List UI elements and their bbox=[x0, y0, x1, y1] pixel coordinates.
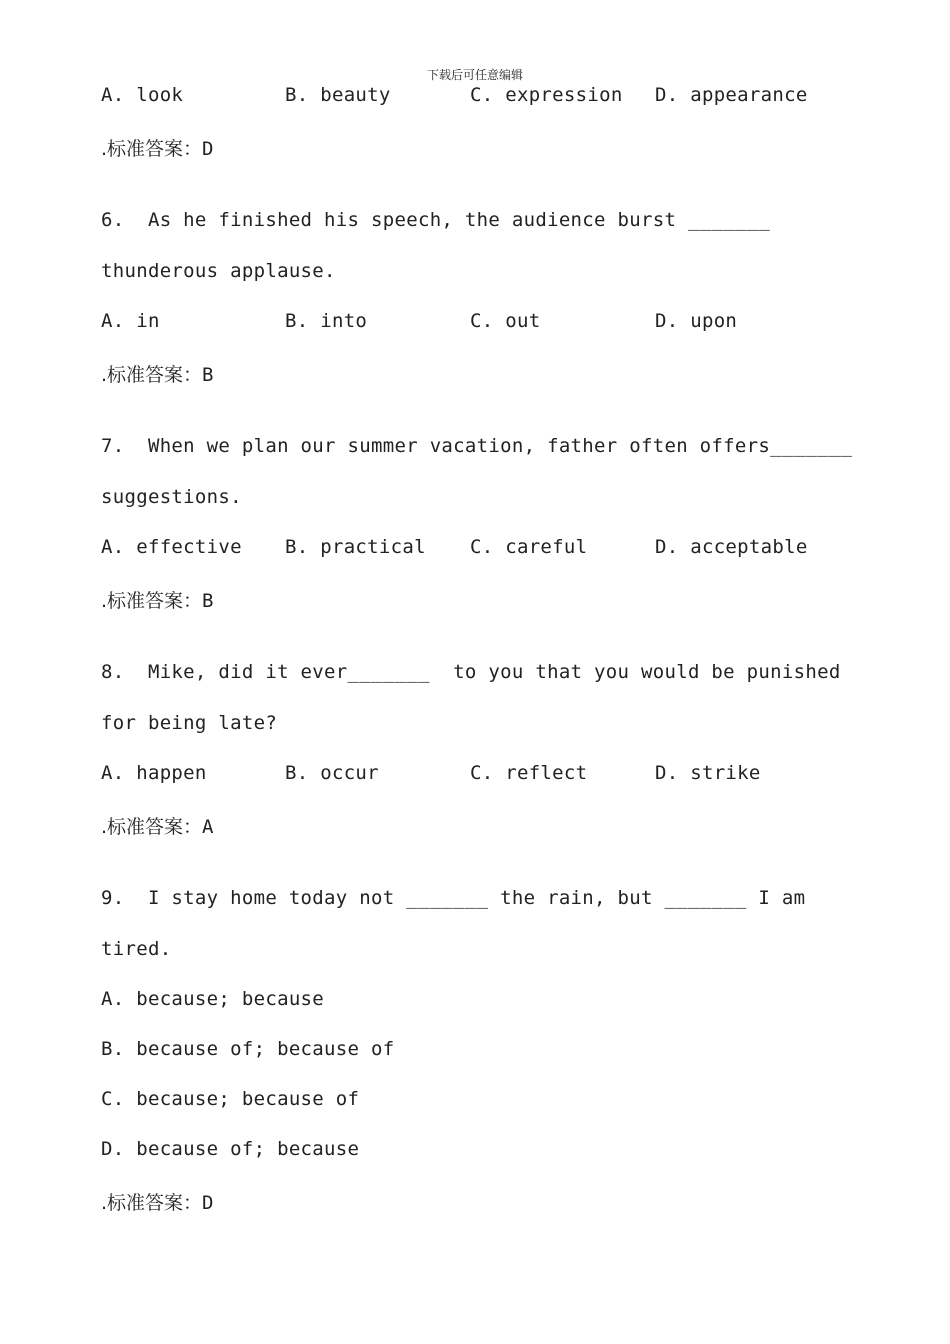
answer-label: .标准答案： bbox=[101, 1192, 203, 1214]
answer-value: A bbox=[202, 816, 214, 838]
q8-answer bbox=[101, 812, 214, 839]
q7-stem-line2: suggestions. bbox=[101, 486, 242, 508]
answer-value: B bbox=[202, 364, 214, 386]
q7-option-a: A. effective bbox=[101, 536, 242, 558]
q6-option-b: B. into bbox=[285, 310, 368, 332]
q9-option-b: B. because of; because of bbox=[101, 1038, 395, 1060]
q9-stem-line2: tired. bbox=[101, 938, 172, 960]
q9-stem-line1: 9. I stay home today not _______ the rain, but _______ I am bbox=[101, 887, 806, 909]
answer-label: .标准答案： bbox=[101, 138, 203, 160]
answer-value: D bbox=[202, 138, 214, 160]
q6-answer bbox=[101, 360, 214, 387]
q9-answer bbox=[101, 1188, 214, 1215]
q5-option-c: C. expression bbox=[470, 84, 623, 106]
q7-answer bbox=[101, 586, 214, 613]
q6-stem-line1: 6. As he finished his speech, the audience burst _______ bbox=[101, 209, 771, 231]
q9-option-a: A. because; because bbox=[101, 988, 325, 1010]
q7-option-c: C. careful bbox=[470, 536, 588, 558]
q8-option-d: D. strike bbox=[655, 762, 761, 784]
q6-option-d: D. upon bbox=[655, 310, 738, 332]
q5-option-a: A. look bbox=[101, 84, 184, 106]
q8-option-b: B. occur bbox=[285, 762, 379, 784]
q7-option-d: D. acceptable bbox=[655, 536, 808, 558]
q7-stem-line1: 7. When we plan our summer vacation, father often offers_______ bbox=[101, 435, 853, 457]
q5-option-b: B. beauty bbox=[285, 84, 391, 106]
q6-option-c: C. out bbox=[470, 310, 541, 332]
q8-stem-line2: for being late? bbox=[101, 712, 278, 734]
answer-label: .标准答案： bbox=[101, 364, 203, 386]
q6-stem-line2: thunderous applause. bbox=[101, 260, 336, 282]
q8-option-c: C. reflect bbox=[470, 762, 588, 784]
page-header: 下载后可任意编辑 bbox=[426, 68, 523, 82]
answer-label: .标准答案： bbox=[101, 816, 203, 838]
q7-option-b: B. practical bbox=[285, 536, 426, 558]
q9-option-c: C. because; because of bbox=[101, 1088, 360, 1110]
answer-label: .标准答案： bbox=[101, 590, 203, 612]
q8-stem-line1: 8. Mike, did it ever_______ to you that you would be punished bbox=[101, 661, 841, 683]
q6-option-a: A. in bbox=[101, 310, 160, 332]
q9-option-d: D. because of; because bbox=[101, 1138, 360, 1160]
answer-value: D bbox=[202, 1192, 214, 1214]
q5-option-d: D. appearance bbox=[655, 84, 808, 106]
q8-option-a: A. happen bbox=[101, 762, 207, 784]
answer-value: B bbox=[202, 590, 214, 612]
q5-answer bbox=[101, 134, 214, 161]
